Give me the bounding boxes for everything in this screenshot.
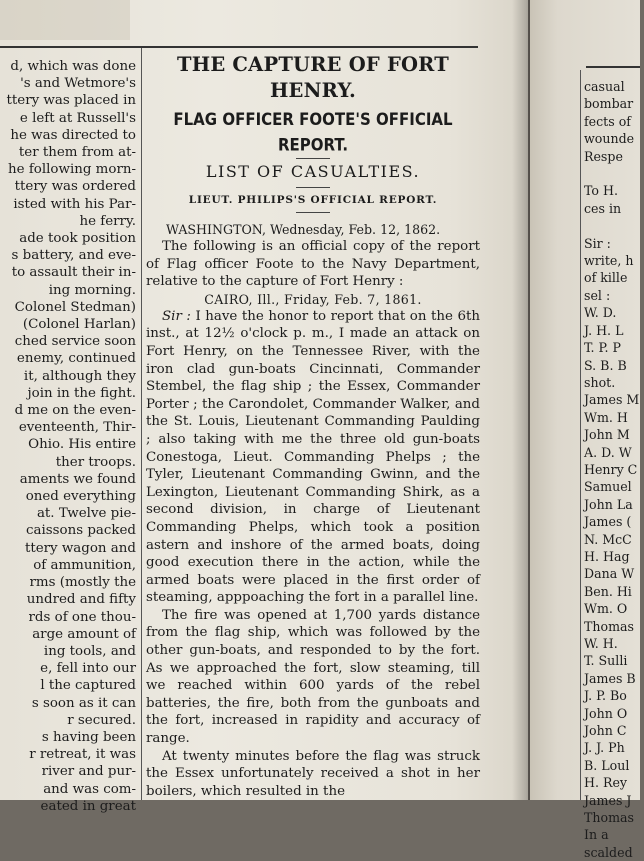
column-line: it, although they <box>23 368 136 384</box>
column-line: he was directed to <box>10 127 136 143</box>
letter-place-date: CAIRO, Ill., Friday, Feb. 7, 1861. <box>204 291 422 307</box>
report-paragraph-1-text: I have the honor to report that on the 6th inst., at 12½ o'clock p. m., I made an attack on Fort Henry, on the Tennessee River, with the iron clad gun-boats Cincinnati, Commander Stembel, the flag ship ; the Essex, Commander Porter ; the Carondolet, Commander Walker, and the St. Louis, Lieutenant Commanding Paulding ; also taking with me the three old gun-boats Conestoga, Lieut. Commanding Phelps ; the Tyler, Lieutenant Commanding Gwinn, and the Lexington, Lieutenant Commanding Shirk, as a second division, in charge of Lieutenant Commanding Phelps, which took a position astern and inshore of the armed boats, doing good execution there in the action, while the armed boats were placed in the first order of steaming, apppoaching the fort in a parallel line. <box>146 308 480 606</box>
column-line: to assault their in- <box>11 265 136 281</box>
column-line: Wm. O <box>584 601 628 617</box>
subhead-official-report: FLAG OFFICER FOOTE'S OFFICIAL REPORT. <box>173 109 453 155</box>
headline: THE CAPTURE OF FORT HENRY. <box>177 53 449 102</box>
column-line: ter them from at- <box>18 145 136 161</box>
column-line: N. McC <box>584 531 632 547</box>
column-line: J. P. Bo <box>584 688 627 704</box>
column-line: James M <box>584 392 640 408</box>
column-line: W. H. <box>584 636 618 651</box>
column-line: J. H. L <box>584 322 624 338</box>
column-line: oned everything <box>25 489 136 505</box>
facing-page-divider <box>580 70 581 800</box>
column-line: Samuel <box>584 479 632 495</box>
column-line: at. Twelve pie- <box>36 506 136 522</box>
column-line: To H. <box>584 183 618 199</box>
column-line: ces in <box>584 200 622 216</box>
column-line: John M <box>584 427 630 443</box>
column-line: Sir : <box>584 235 611 251</box>
column-line: John C <box>584 723 627 739</box>
column-line: ttery was placed in <box>6 93 136 109</box>
column-line: James ( <box>584 514 632 530</box>
column-line: Thomas <box>584 618 635 634</box>
column-line: A. D. W <box>584 444 632 460</box>
column-line: and was com- <box>43 781 136 797</box>
column-line: he following morn- <box>8 162 136 178</box>
facing-page-rule <box>586 66 640 68</box>
column-line: undred and fifty <box>26 592 136 608</box>
column-line: ttery wagon and <box>24 540 136 556</box>
column-line: B. Loul <box>584 757 630 773</box>
column-line: Thomas <box>584 810 635 826</box>
column-line: Ben. Hi <box>584 583 632 599</box>
column-line: shot. <box>584 374 616 390</box>
right-column <box>584 78 644 861</box>
column-line: (Colonel Harlan) <box>22 317 136 333</box>
column-line: scalded <box>584 844 633 860</box>
column-line: W. D. <box>584 305 617 321</box>
header-rule <box>0 46 478 48</box>
report-paragraph-3: At twenty minutes before the flag was struck the Essex unfortunately received a shot in her boilers, which resulted in the <box>146 748 480 799</box>
column-line: of kille <box>584 270 628 286</box>
column-line: rms (mostly the <box>29 575 136 591</box>
column-line: r secured. <box>67 712 136 728</box>
column-line <box>584 217 644 234</box>
column-divider <box>141 48 142 800</box>
column-line: wounde <box>584 131 635 147</box>
column-line: eated in great <box>40 798 136 814</box>
column-line: Dana W <box>584 566 635 582</box>
column-line: fects of <box>584 113 631 129</box>
column-line: James J <box>584 792 632 808</box>
column-line: Respe <box>584 148 623 164</box>
column-line: d me on the even- <box>14 403 136 419</box>
column-line: ing tools, and <box>43 643 136 659</box>
divider-short <box>296 187 330 188</box>
column-line <box>584 165 644 182</box>
column-line: l the captured <box>40 678 136 694</box>
divider-short <box>296 158 330 159</box>
column-line: aments we found <box>19 471 136 487</box>
column-line: Colonel Stedman) <box>14 299 136 315</box>
column-line: caissons packed <box>26 523 136 539</box>
column-line: s soon as it can <box>31 695 136 711</box>
salutation: Sir : <box>162 308 191 324</box>
column-line: 's and Wetmore's <box>20 76 136 92</box>
column-line: join in the fight. <box>27 385 136 401</box>
column-line: eventeenth, Thir- <box>18 420 136 436</box>
column-line: river and pur- <box>41 764 136 780</box>
column-line: James B <box>584 670 636 686</box>
column-line: isted with his Par- <box>13 196 136 212</box>
column-line: enemy, continued <box>16 351 136 367</box>
article-column <box>146 52 480 800</box>
divider-short <box>296 212 330 213</box>
column-line: e, fell into our <box>40 661 136 677</box>
column-line: H. Rey <box>584 775 628 791</box>
column-line: casual <box>584 79 625 94</box>
column-line: ther troops. <box>55 454 136 470</box>
column-line: Wm. H <box>584 409 628 425</box>
report-paragraph-1 <box>146 308 480 607</box>
column-line: arge amount of <box>32 626 136 642</box>
column-line: of ammunition, <box>33 557 136 573</box>
column-line: e left at Russell's <box>19 110 136 126</box>
column-line: J. J. Ph <box>584 740 625 756</box>
subhead-philips-report: LIEUT. PHILIPS'S OFFICIAL REPORT. <box>188 194 438 206</box>
column-line: S. B. B <box>584 357 627 373</box>
column-line: write, h <box>584 253 634 269</box>
column-line: Henry C <box>584 461 638 477</box>
intro-paragraph: The following is an official copy of the report of Flag officer Foote to the Navy Department, relative to the capture of Fort Henry : <box>146 239 480 290</box>
column-line: sel : <box>584 287 611 303</box>
subhead-casualties: LIST OF CASUALTIES. <box>205 162 421 181</box>
column-line: r retreat, it was <box>29 747 136 763</box>
column-line: Ohio. His entire <box>28 437 136 453</box>
page-corner-shade <box>0 0 130 40</box>
column-line: In a <box>584 827 609 843</box>
column-line: ched service soon <box>14 334 136 350</box>
column-line: he ferry. <box>79 213 136 229</box>
column-line: ttery was ordered <box>14 179 136 195</box>
column-line: John O <box>584 705 628 721</box>
column-line: s having been <box>41 729 136 745</box>
column-line: d, which was done <box>10 59 136 74</box>
column-line: ing morning. <box>48 282 136 298</box>
column-line: T. P. P <box>584 340 621 356</box>
column-line: bombar <box>584 96 634 112</box>
column-line: ade took position <box>19 231 136 247</box>
left-column <box>0 58 138 814</box>
column-line: T. Sulli <box>584 653 628 669</box>
dateline: WASHINGTON, Wednesday, Feb. 12, 1862. <box>166 222 441 237</box>
column-line: rds of one thou- <box>28 609 136 625</box>
column-line: H. Hag <box>584 548 630 564</box>
column-line: John La <box>584 496 633 512</box>
report-paragraph-2: The fire was opened at 1,700 yards distance from the flag ship, which was followed by the other gun-boats, and responded to by the fort. As we approached the fort, slow steaming, till we reached within 600 yards of the rebel batteries, the fire, both from the gunboats and the fort, increased in rapidity and accuracy of range. <box>146 607 480 747</box>
column-line: s battery, and eve- <box>11 248 136 264</box>
